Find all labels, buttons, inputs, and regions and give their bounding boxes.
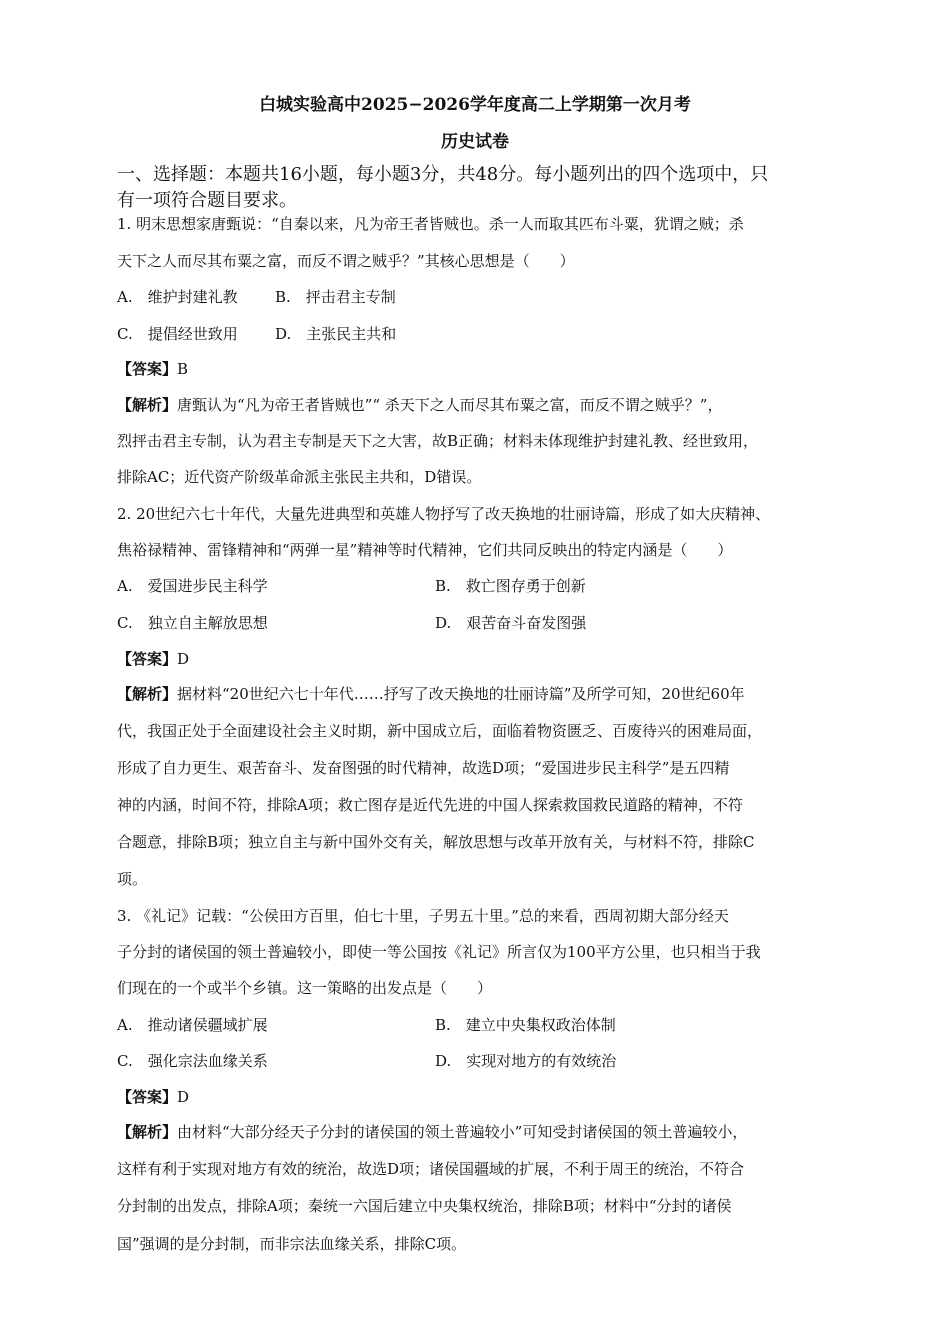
q2-option-c: C. 独立自主解放思想 xyxy=(117,614,268,632)
analysis-label: 【解析】 xyxy=(117,396,178,414)
q3-analysis-text: 由材料“大部分经天子分封的诸侯国的领土普遍较小”可知受封诸侯国的领土普遍较小， xyxy=(177,1123,748,1141)
exam-title: 白城实验高中2025−2026学年度高二上学期第一次月考 xyxy=(259,95,691,115)
q1-option-c: C. 提倡经世致用 xyxy=(117,325,238,343)
exam-subtitle: 历史试卷 xyxy=(441,132,509,152)
q1-analysis-text: 唐甄认为“凡为帝王者皆贼也”“ 杀天下之人而尽其布粟之富，而反不谓之贼乎？”， xyxy=(177,396,723,414)
q3-stem-line1: 3. 《礼记》记载：“公侯田方百里，伯七十里，子男五十里。”总的来看，西周初期大部分经天 xyxy=(117,907,729,925)
q1-answer xyxy=(117,358,188,379)
q3-analysis-line4: 国”强调的是分封制，而非宗法血缘关系，排除C项。 xyxy=(117,1235,467,1253)
q3-answer xyxy=(117,1086,189,1107)
section-heading-line1: 一、选择题：本题共16小题，每小题3分，共48分。每小题列出的四个选项中，只 xyxy=(117,164,769,185)
q3-option-c: C. 强化宗法血缘关系 xyxy=(117,1052,268,1070)
q1-analysis-line1 xyxy=(117,394,722,415)
answer-label: 【答案】 xyxy=(117,1088,178,1106)
q3-stem-line2: 子分封的诸侯国的领土普遍较小，即使一等公国按《礼记》所言仅为100平方公里，也只相当于我 xyxy=(117,943,761,961)
q2-analysis-line1 xyxy=(117,683,745,704)
analysis-label: 【解析】 xyxy=(117,685,178,703)
q2-answer xyxy=(117,648,189,669)
q3-answer-value: D xyxy=(177,1088,190,1106)
q3-stem-line3: 们现在的一个或半个乡镇。这一策略的出发点是（ ） xyxy=(117,979,493,997)
q3-analysis-line3: 分封制的出发点，排除A项；秦统一六国后建立中央集权统治，排除B项；材料中“分封的诸侯 xyxy=(117,1197,732,1215)
q2-answer-value: D xyxy=(177,650,190,668)
q3-analysis-line1 xyxy=(117,1121,747,1142)
answer-label: 【答案】 xyxy=(117,360,178,378)
q1-option-d: D. 主张民主共和 xyxy=(275,325,397,343)
q2-option-d: D. 艰苦奋斗奋发图强 xyxy=(435,614,587,632)
q2-analysis-line3: 形成了自力更生、艰苦奋斗、发奋图强的时代精神，故选D项；“爱国进步民主科学”是五四精 xyxy=(117,759,730,777)
q1-stem-line1: 1. 明末思想家唐甄说：“自秦以来，凡为帝王者皆贼也。杀一人而取其匹布斗粟，犹谓之贼；杀 xyxy=(117,215,744,233)
q1-option-b: B. 抨击君主专制 xyxy=(275,288,396,306)
q3-option-a: A. 推动诸侯疆域扩展 xyxy=(117,1016,268,1034)
q1-option-a: A. 维护封建礼教 xyxy=(117,288,238,306)
q2-analysis-line6: 项。 xyxy=(117,870,148,888)
q2-option-a: A. 爱国进步民主科学 xyxy=(117,577,268,595)
q3-option-d: D. 实现对地方的有效统治 xyxy=(435,1052,617,1070)
q1-answer-value: B xyxy=(177,360,189,378)
section-heading-line2: 有一项符合题目要求。 xyxy=(117,190,297,211)
q2-analysis-line2: 代，我国正处于全面建设社会主义时期，新中国成立后，面临着物资匮乏、百废待兴的困难局面， xyxy=(117,722,763,740)
q2-analysis-line4: 神的内涵，时间不符，排除A项；救亡图存是近代先进的中国人探索救国救民道路的精神，不符 xyxy=(117,796,743,814)
q1-analysis-line2: 烈抨击君主专制，认为君主专制是天下之大害，故B正确；材料未体现维护封建礼教、经世致用， xyxy=(117,432,759,450)
q3-option-b: B. 建立中央集权政治体制 xyxy=(435,1016,616,1034)
q1-stem-line2: 天下之人而尽其布粟之富，而反不谓之贼乎？”其核心思想是（ ） xyxy=(117,252,575,270)
q2-stem-line1: 2. 20世纪六七十年代，大量先进典型和英雄人物抒写了改天换地的壮丽诗篇，形成了如大庆精神、 xyxy=(117,505,771,523)
q2-analysis-line5: 合题意，排除B项；独立自主与新中国外交有关，解放思想与改革开放有关，与材料不符，排除C xyxy=(117,833,755,851)
q2-analysis-text: 据材料“20世纪六七十年代……抒写了改天换地的壮丽诗篇”及所学可知，20世纪60年 xyxy=(177,685,745,703)
q2-stem-line2: 焦裕禄精神、雷锋精神和“两弹一星”精神等时代精神，它们共同反映出的特定内涵是（ ） xyxy=(117,541,733,559)
q3-analysis-line2: 这样有利于实现对地方有效的统治，故选D项；诸侯国疆域的扩展，不利于周王的统治，不符合 xyxy=(117,1160,745,1178)
q1-analysis-line3: 排除AC；近代资产阶级革命派主张民主共和，D错误。 xyxy=(117,468,482,486)
analysis-label: 【解析】 xyxy=(117,1123,178,1141)
answer-label: 【答案】 xyxy=(117,650,178,668)
q2-option-b: B. 救亡图存勇于创新 xyxy=(435,577,586,595)
